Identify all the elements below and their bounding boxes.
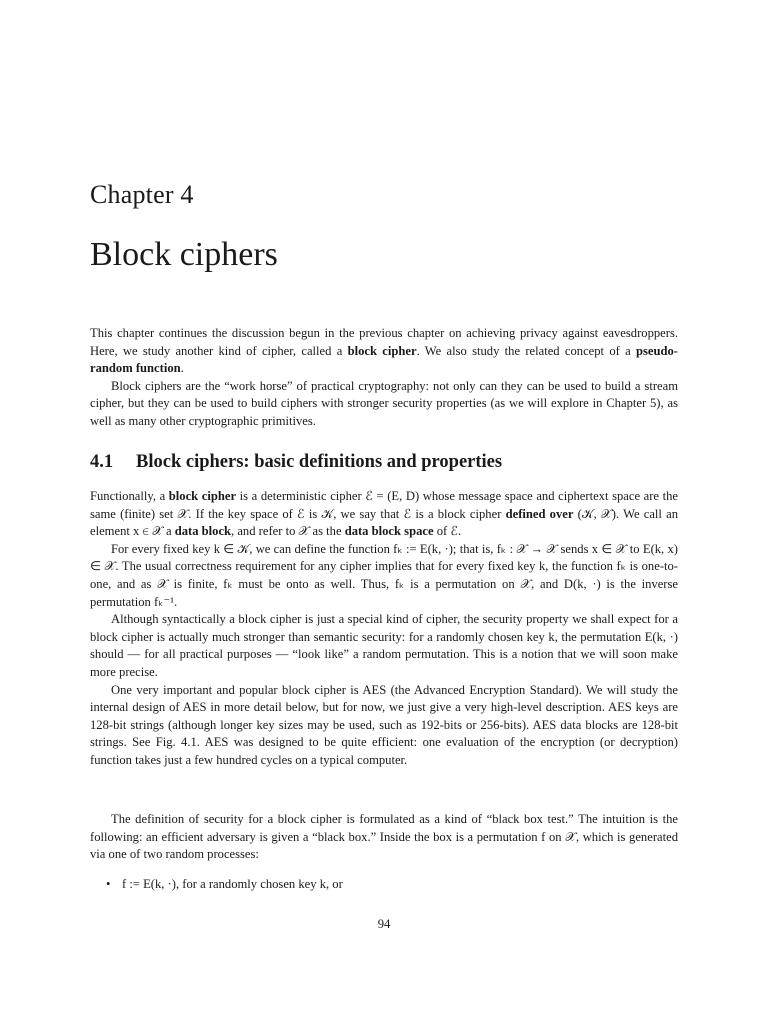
section-title: Block ciphers: basic definitions and properties: [136, 452, 503, 472]
term-defined-over: defined over: [505, 506, 574, 521]
term-pseudo-random-function: pseudo-random function: [90, 343, 678, 376]
intro-paragraph-1: This chapter continues the discussion begun in the previous chapter on achieving privacy against eavesdroppers. Here, we study another kind of cipher, called a block cipher. We also study the related concept of a pseudo-random function.: [90, 326, 678, 376]
section-body: [90, 488, 678, 770]
page-number: 94: [377, 917, 391, 931]
section-heading: [90, 452, 502, 473]
term-block-cipher-def: block cipher: [168, 489, 237, 503]
black-box-paragraph: The definition of security for a block cipher is formulated as a kind of “black box test.” The intuition is the following: an efficient adversary is given a “black box.” Inside the box is a permutation f on 𝒳, which is generated via one of two random processes:: [90, 812, 678, 862]
security-paragraph: Although syntactically a block cipher is just a special kind of cipher, the security property we shall expect for a block cipher is actually much stronger than semantic security: for a randomly chosen key k, the permutation E(k, ·) should — for all practical purposes — “look like” a random permutation. This is a notion that we will soon make more precise.: [90, 612, 678, 679]
intro-section: [90, 325, 678, 431]
definition-paragraph: Functionally, a block cipher is a deterministic cipher ℰ = (E, D) whose message space and ciphertext space are the same (finite) set 𝒳. If the key space of ℰ is 𝒦, we say that ℰ is a block cipher defined over (𝒦, 𝒳). We call an element x ∈ 𝒳 a data block, and refer to 𝒳 as the data block space of ℰ.: [90, 489, 679, 539]
aes-paragraph: One very important and popular block cipher is AES (the Advanced Encryption Standard). We will study the internal design of AES in more detail below, but for now, we just give a very high-level description. AES keys are 128-bit strings (although longer key sizes may be used, such as 192-bits or 256-bits). AES data blocks are 128-bit strings. See Fig. 4.1. AES was designed to be quite efficient: one evaluation of the encryption (or decryption) function takes just a few hundred cycles on a typical computer.: [90, 682, 678, 767]
section-number: 4.1: [90, 452, 114, 472]
security-definition-section: [90, 811, 678, 864]
bullet-list: [90, 876, 678, 894]
term-block-cipher: block cipher: [347, 343, 417, 358]
permutation-paragraph: For every fixed key k ∈ 𝒦, we can define the function fₖ := E(k, ·); that is, fₖ : 𝒳 → 𝒳 sends x ∈ 𝒳 to E(k, x) ∈ 𝒳. The usual correctness requirement for any cipher implies that for every fixed key k, the function fₖ is one-to-one, and as 𝒳 is finite, fₖ must be onto as well. Thus, fₖ is a permutation on 𝒳, and D(k, ·) is the inverse permutation fₖ⁻¹.: [90, 541, 678, 609]
bullet-icon: •: [106, 877, 111, 891]
chapter-title: Block ciphers: [90, 236, 278, 273]
term-data-block: data block: [174, 524, 232, 539]
list-item: • f := E(k, ·), for a randomly chosen key k, or: [90, 876, 678, 894]
term-data-block-space: data block space: [344, 524, 434, 539]
chapter-label: Chapter 4: [90, 180, 194, 209]
intro-paragraph-2: Block ciphers are the “work horse” of practical cryptography: not only can they can be used to build a stream cipher, but they can be used to build ciphers with stronger security properties (as we will explore in Chapter 5), as well as many other cryptographic primitives.: [90, 378, 678, 428]
